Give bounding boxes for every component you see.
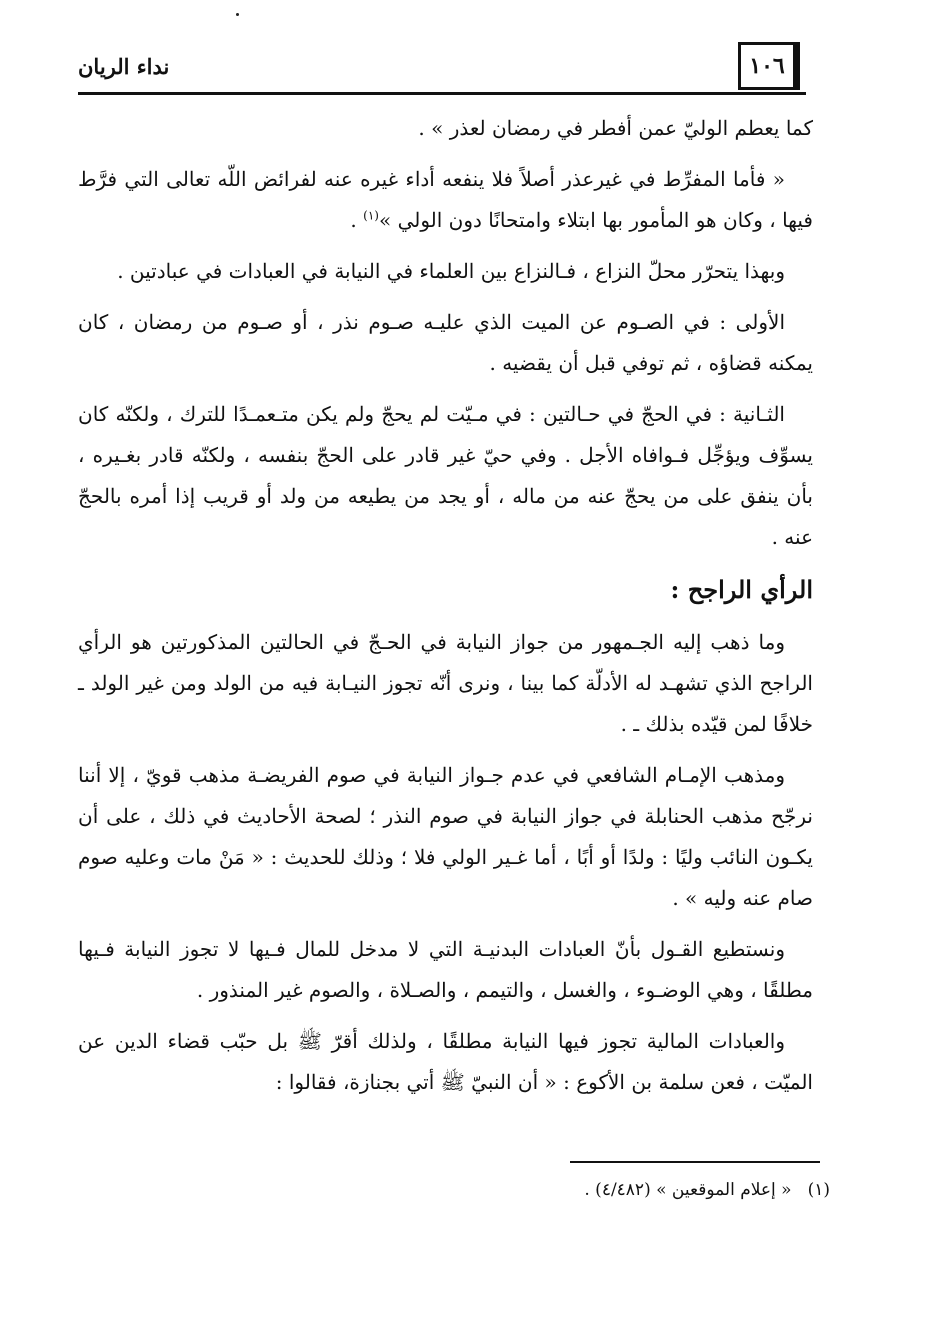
page-body bbox=[78, 108, 813, 1113]
paragraph: الأولى : في الصـوم عن الميت الذي عليـه صـوم نذر ، أو صـوم من رمضان ، كان يمكنه قضاؤه ، ثم توفي قبل أن يقضيه . bbox=[78, 310, 813, 375]
footnote-text: « إعلام الموقعين » (٤/٤٨٢) . bbox=[584, 1180, 792, 1200]
footnote-reference: (١) bbox=[363, 208, 379, 223]
paragraph: وما ذهب إليه الجـمهور من جواز النيابة في الحـجّ في الحالتين المذكورتين هو الرأي الراجح الذي تشهـد له الأدلّة كما بينا ، ونرى أنّه تجوز النيـابة فيه من الولد ومن غير الولد ـ خلافًا لمن قيّده بذلك ـ . bbox=[78, 630, 813, 736]
footnote-number: (١) bbox=[807, 1180, 830, 1200]
section-heading: الرأي الراجح : bbox=[670, 575, 813, 604]
book-title: نداء الريان bbox=[78, 54, 170, 79]
paragraph: والعبادات المالية تجوز فيها النيابة مطلقًا ، ولذلك أقرّ ﷺ بل حبّب قضاء الدين عن الميّت ، فعن سلمة بن الأكوع : « أن النبيّ ﷺ أتي بجنازة، فقالوا : bbox=[78, 1029, 813, 1094]
page-header bbox=[78, 40, 806, 96]
footnote bbox=[78, 1176, 830, 1204]
paragraph: كما يعطم الوليّ عمن أفطر في رمضان لعذر » . bbox=[418, 116, 813, 140]
paragraph: ومذهب الإمـام الشافعي في عدم جـواز النيابة في صوم الفريضـة مذهب قويّ ، إلا أننا نرجّح مذهب الحنابلة في جواز النيابة في صوم النذر ؛ لصحة الأحاديث في ذلك ، على أن يكـون النائب وليًا : ولدًا أو أبًا ، أما غـير الولي فلا ؛ وذلك للحديث : « مَنْ مات وعليه صوم صام عنه وليه » . bbox=[78, 763, 813, 910]
paragraph: وبهذا يتحرّر محلّ النزاع ، فـالنزاع بين العلماء في النيابة في العبادات في عبادتين . bbox=[117, 259, 785, 283]
paragraph: « فأما المفرِّط في غيرعذر أصلاً فلا ينفعه أداء غيره عنه لفرائض اللّه تعالى التي فرَّط فيها ، وكان هو المأمور بها ابتلاء وامتحانًا دون الولي »$^{(١)}$ . bbox=[78, 167, 813, 232]
paragraph: ونستطيع القـول بأنّ العبادات البدنيـة التي لا مدخل للمال فـيها لا تجوز النيابة فـيها مطلقًا ، وهي الوضـوء ، والغسل ، والتيمم ، والصـلاة ، والصوم غير المنذور . bbox=[78, 937, 813, 1002]
scan-speck bbox=[236, 13, 239, 16]
page-number: ١٠٦ bbox=[738, 42, 800, 90]
paragraph-text: « فأما المفرِّط في غيرعذر أصلاً فلا ينفعه أداء غيره عنه لفرائض اللّه تعالى التي فرَّط فيها ، وكان هو المأمور بها ابتلاء وامتحانًا دون الولي » bbox=[78, 167, 813, 232]
paragraph: الثـانية : في الحجّ في حـالتين : في مـيّت لم يحجّ ولم يكن متـعمـدًا للترك ، ولكنّه كان يسوِّف ويؤجِّل فـوافاه الأجل . وفي حيّ غير قادر على الحجّ بنفسه ، ولكنّه قادر بغـيره ، بأن ينفق على من يحجّ عنه من ماله ، أو يجد من يطيعه من ولد أو قريب إذا أمره بالحجّ عنه . bbox=[78, 402, 813, 549]
header-rule bbox=[78, 92, 806, 95]
footnote-rule bbox=[570, 1161, 820, 1163]
